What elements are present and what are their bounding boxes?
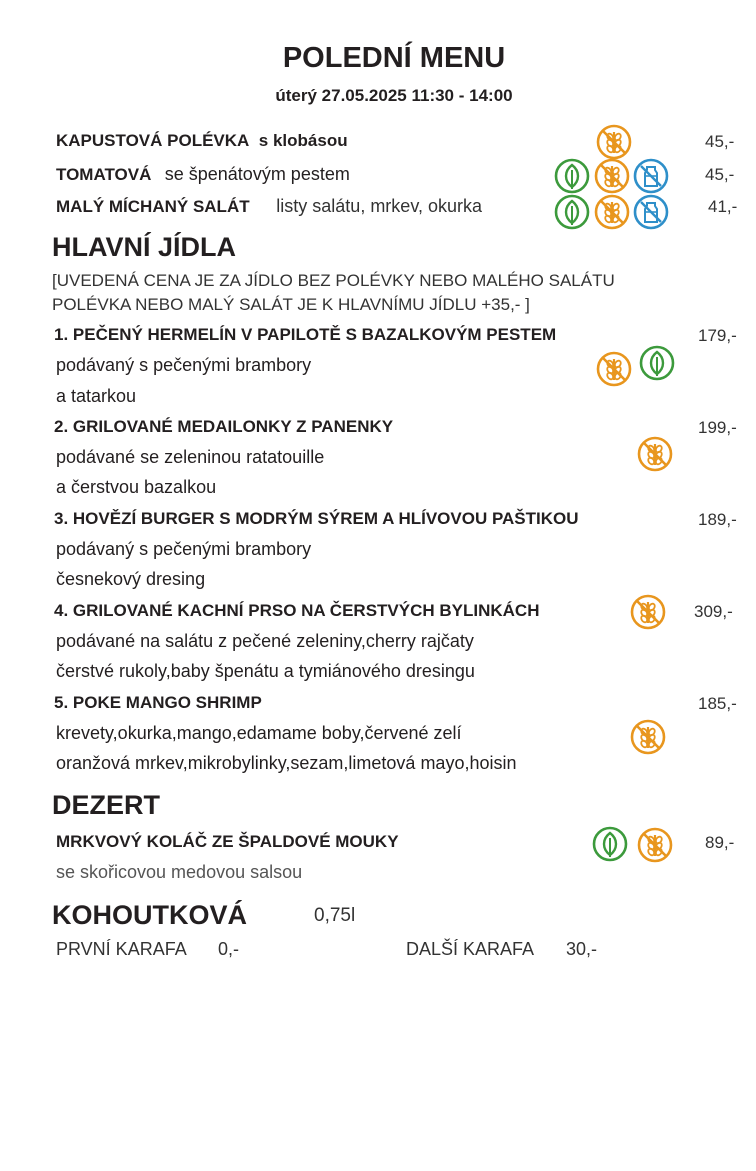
vegetarian-icon — [639, 345, 675, 381]
soup-detail: s klobásou — [258, 131, 348, 150]
next-carafe-price: 30,- — [566, 939, 598, 959]
main-dish-price: 199,- — [698, 418, 737, 437]
gluten-free-icon — [630, 594, 666, 630]
main-dish-desc: a tatarkou — [56, 386, 137, 406]
soup-price: 45,- — [705, 165, 735, 184]
vegetarian-icon — [592, 826, 628, 862]
gluten-free-icon — [637, 436, 673, 472]
section-heading-water: KOHOUTKOVÁ — [52, 900, 247, 930]
gluten-free-icon — [594, 158, 630, 194]
main-dish-price: 185,- — [698, 694, 737, 713]
soup-detail: listy salátu, mrkev, okurka — [276, 196, 483, 216]
soup-2 — [56, 164, 350, 185]
vegetarian-icon — [554, 194, 590, 230]
main-dish-price: 189,- — [698, 510, 737, 529]
price-note-line-2: POLÉVKA NEBO MALÝ SALÁT JE K HLAVNÍMU JÍDLU +35,- ] — [52, 295, 530, 314]
lactose-free-icon — [633, 194, 669, 230]
water-volume: 0,75l — [314, 905, 356, 926]
main-dish-desc: a čerstvou bazalkou — [56, 477, 217, 497]
next-carafe-label: DALŠÍ KARAFA — [406, 939, 535, 959]
section-heading-dessert: DEZERT — [52, 790, 160, 820]
soup-3 — [56, 196, 482, 217]
soup-detail: se špenátovým pestem — [164, 164, 350, 184]
main-dish-price: 179,- — [698, 326, 737, 345]
soup-name: TOMATOVÁ — [56, 165, 152, 184]
gluten-free-icon — [594, 194, 630, 230]
main-dish-desc: krevety,okurka,mango,edamame boby,červené zelí — [56, 723, 462, 743]
main-dish-name: 3. HOVĚZÍ BURGER S MODRÝM SÝREM A HLÍVOVOU PAŠTIKOU — [54, 509, 579, 528]
soup-price: 41,- — [708, 197, 738, 216]
gluten-free-icon — [596, 351, 632, 387]
price-note-line-1: [UVEDENÁ CENA JE ZA JÍDLO BEZ POLÉVKY NEBO MALÉHO SALÁTU — [52, 271, 615, 290]
main-dish-name: 4. GRILOVANÉ KACHNÍ PRSO NA ČERSTVÝCH BYLINKÁCH — [54, 601, 540, 620]
dessert-name: MRKVOVÝ KOLÁČ ZE ŠPALDOVÉ MOUKY — [56, 832, 399, 851]
section-heading-mains: HLAVNÍ JÍDLA — [52, 232, 237, 262]
main-dish-desc: podávaný s pečenými brambory — [56, 355, 312, 375]
main-dish-desc: oranžová mrkev,mikrobylinky,sezam,limetová mayo,hoisin — [56, 753, 517, 773]
dessert-desc: se skořicovou medovou salsou — [56, 862, 303, 882]
main-dish-price: 309,- — [694, 602, 733, 621]
soup-name: KAPUSTOVÁ POLÉVKA — [56, 131, 250, 150]
main-dish-desc: podávaný s pečenými brambory — [56, 539, 312, 559]
soup-price: 45,- — [705, 132, 735, 151]
main-dish-desc: podávané se zeleninou ratatouille — [56, 447, 325, 467]
soup-name: MALÝ MÍCHANÝ SALÁT — [56, 197, 250, 216]
main-dish-name: 5. POKE MANGO SHRIMP — [54, 693, 262, 712]
soup-1 — [56, 131, 348, 151]
vegetarian-icon — [554, 158, 590, 194]
main-dish-desc: podávané na salátu z pečené zeleniny,cherry rajčaty — [56, 631, 474, 651]
first-carafe-label: PRVNÍ KARAFA — [56, 939, 187, 959]
main-dish-desc: česnekový dresing — [56, 569, 206, 589]
lactose-free-icon — [633, 158, 669, 194]
main-dish-name: 1. PEČENÝ HERMELÍN V PAPILOTĚ S BAZALKOVÝM PESTEM — [54, 325, 557, 344]
gluten-free-icon — [630, 719, 666, 755]
dessert-price: 89,- — [705, 833, 735, 852]
main-dish-name: 2. GRILOVANÉ MEDAILONKY Z PANENKY — [54, 417, 394, 436]
first-carafe-price: 0,- — [218, 939, 240, 959]
date-time: úterý 27.05.2025 11:30 - 14:00 — [275, 86, 513, 105]
gluten-free-icon — [596, 124, 632, 160]
page-title: POLEDNÍ MENU — [282, 42, 506, 74]
gluten-free-icon — [637, 827, 673, 863]
main-dish-desc: čerstvé rukoly,baby špenátu a tymiánového dresingu — [56, 661, 475, 681]
